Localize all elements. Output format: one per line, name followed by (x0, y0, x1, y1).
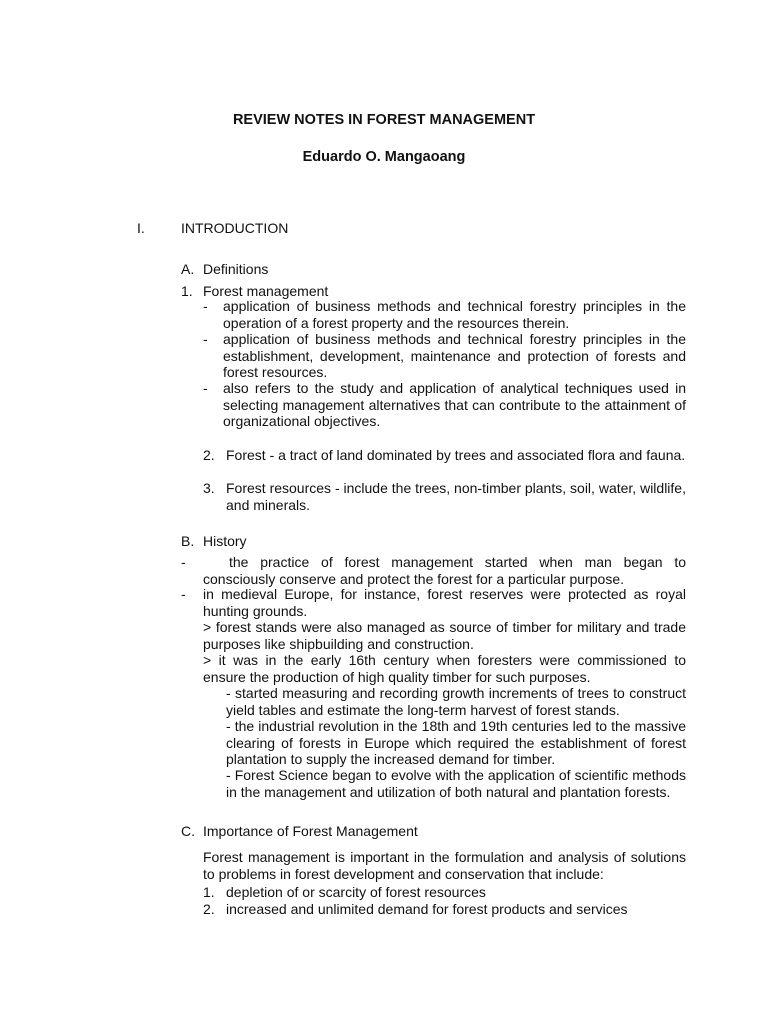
subsection-a-title: Definitions (203, 261, 269, 277)
section-title: INTRODUCTION (181, 220, 289, 236)
bullet-dash: - (203, 298, 208, 314)
importance-item-2-text: increased and unlimited demand for forest products and services (226, 901, 628, 917)
section-number: I. (137, 220, 145, 236)
fm-bullet-2: application of business methods and technical forestry principles in the establishment, development, maintenance and protection of forests and forest resources. (223, 331, 686, 380)
history-subpoint-1: - started measuring and recording growth increments of trees to construct yield tables and estimate the long-term harvest of forest stands. (226, 685, 686, 718)
bullet-dash: - (181, 554, 186, 570)
subsection-a-label: A. (181, 261, 195, 277)
item-3-text: Forest resources - include the trees, non-timber plants, soil, water, wildlife, and minerals. (226, 480, 686, 513)
bullet-dash: - (203, 331, 208, 347)
importance-item-1-text: depletion of or scarcity of forest resources (226, 884, 486, 900)
item-1-title: Forest management (203, 283, 329, 299)
fm-bullet-3: also refers to the study and application of analytical techniques used in selecting management alternatives that can contribute to the attainment of organizational objectives. (223, 380, 686, 429)
subsection-b-label: B. (181, 533, 195, 549)
bullet-dash: - (181, 586, 186, 602)
item-3-number: 3. (203, 480, 215, 496)
history-bullet-2: in medieval Europe, for instance, forest reserves were protected as royal hunting grounds. (203, 586, 686, 619)
item-2-number: 2. (203, 447, 215, 463)
history-subpoint-3: - Forest Science began to evolve with the application of scientific methods in the management and utilization of both natural and plantation forests. (226, 767, 686, 800)
importance-item-1-number: 1. (203, 884, 215, 900)
history-bullet-1: the practice of forest management started when man began to consciously conserve and protect the forest for a particular purpose. (203, 554, 686, 587)
subsection-c-label: C. (181, 823, 195, 839)
fm-bullet-1: application of business methods and technical forestry principles in the operation of a forest property and the resources therein. (223, 298, 686, 331)
item-2-text: Forest - a tract of land dominated by trees and associated flora and fauna. (226, 447, 686, 463)
subsection-b-title: History (203, 533, 247, 549)
importance-intro: Forest management is important in the formulation and analysis of solutions to problems in forest development and conservation that include: (203, 849, 686, 882)
bullet-dash: - (203, 380, 208, 396)
document-title: REVIEW NOTES IN FOREST MANAGEMENT (232, 112, 536, 128)
history-subpoint-2: - the industrial revolution in the 18th and 19th centuries led to the massive clearing of forests in Europe which required the establishment of forest plantation to supply the increased demand for timber. (226, 718, 686, 767)
importance-item-2-number: 2. (203, 901, 215, 917)
document-author: Eduardo O. Mangaoang (302, 149, 466, 165)
subsection-c-title: Importance of Forest Management (203, 823, 418, 839)
history-point-1: > forest stands were also managed as source of timber for military and trade purposes like shipbuilding and construction. (203, 619, 686, 652)
history-point-2: > it was in the early 16th century when foresters were commissioned to ensure the production of high quality timber for such purposes. (203, 652, 686, 685)
item-1-number: 1. (181, 283, 193, 299)
